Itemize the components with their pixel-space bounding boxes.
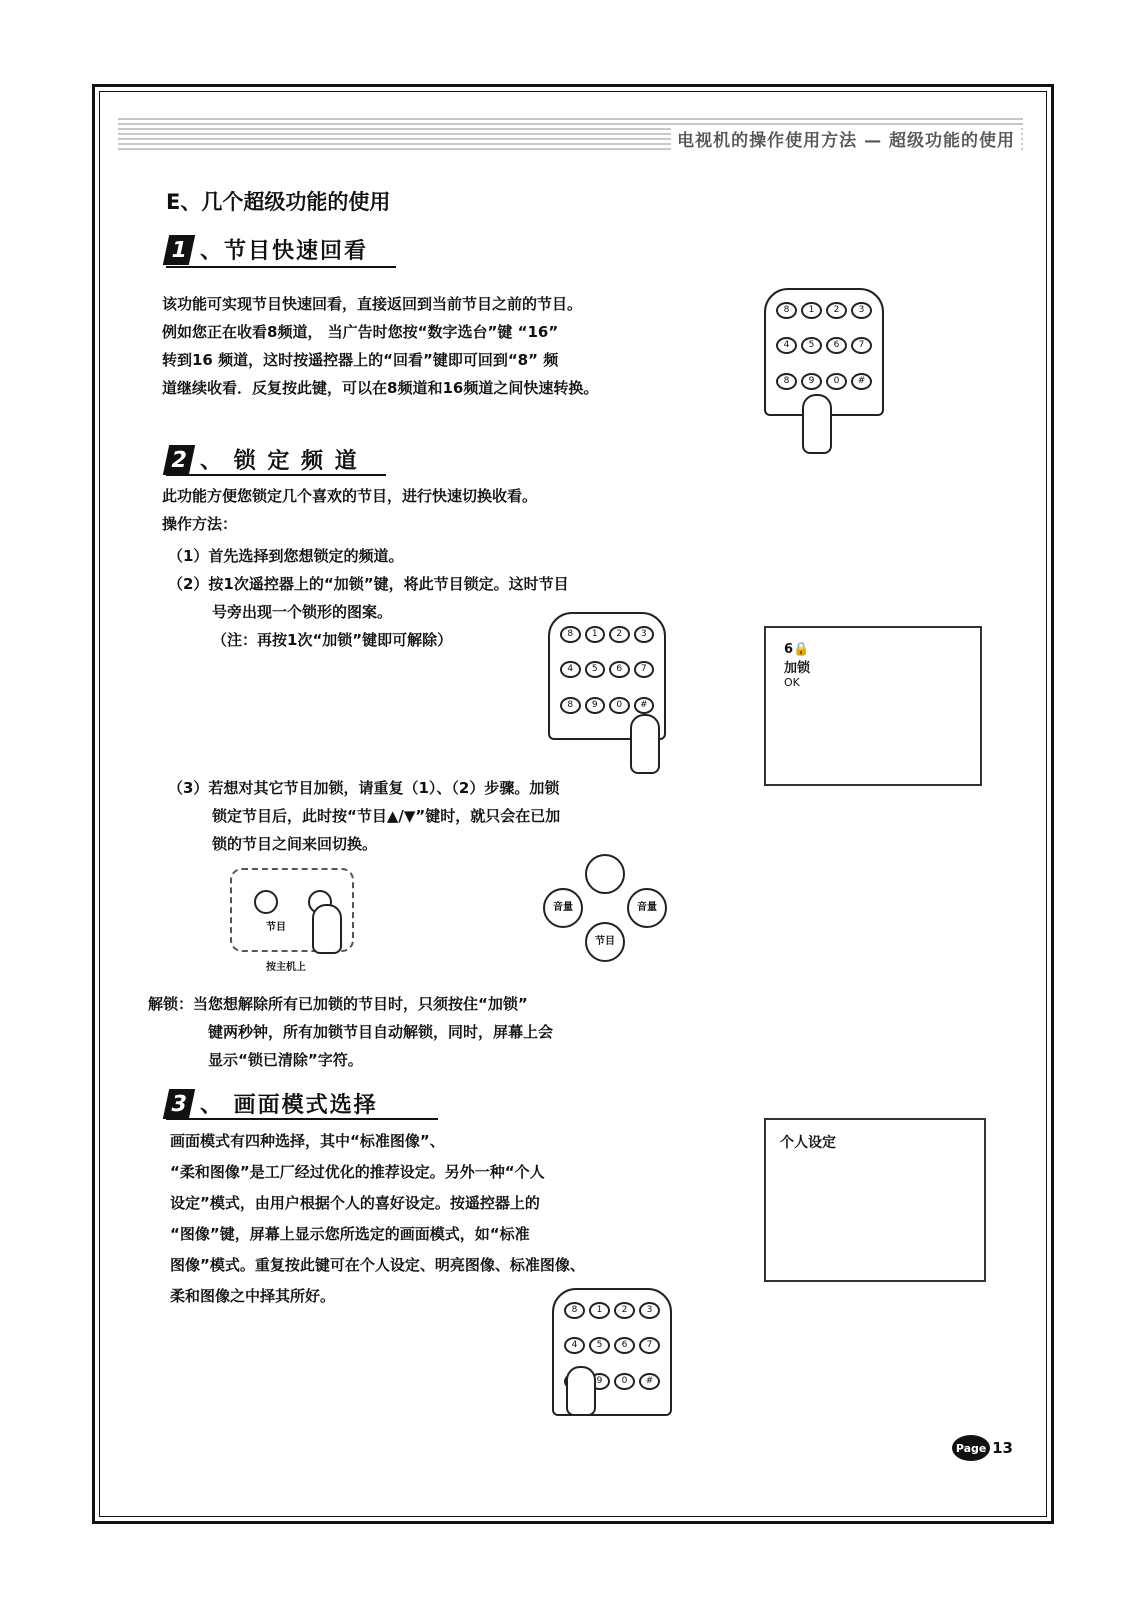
remote-key: 9 <box>801 373 822 390</box>
tv-screen-lock <box>764 626 982 786</box>
step-2: （2）按1次遥控器上的“加锁”键，将此节目锁定。这时节目 <box>168 575 569 593</box>
sub2-number: 2 <box>163 445 195 475</box>
sub2-underline <box>166 474 386 476</box>
remote-key: 7 <box>639 1337 660 1354</box>
step-1: （1）首先选择到您想锁定的频道。 <box>168 547 404 565</box>
remote-key: 5 <box>585 661 606 678</box>
remote-key: 8 <box>776 373 797 390</box>
unlock-line-3: 显示“锁已清除”字符。 <box>208 1051 363 1069</box>
screen-channel-lock: 6🔒 <box>784 642 810 657</box>
remote-key: 1 <box>589 1302 610 1319</box>
tv-screen-picture-mode <box>764 1118 986 1282</box>
step-3-cont-1: 锁定节目后，此时按“节目▲/▼”键时，就只会在已加 <box>212 807 561 825</box>
sub3-paragraph <box>170 1126 585 1312</box>
sub1-line-2: 例如您正在收看8频道， 当广告时您按“数字选台”键 “16” <box>162 323 559 341</box>
sub1-line-3: 转到16 频道，这时按遥控器上的“回看”键即可回到“8” 频 <box>162 351 559 369</box>
dpad-right: 音量 <box>627 888 667 928</box>
remote-key: 5 <box>589 1337 610 1354</box>
sub1-number: 1 <box>163 235 195 265</box>
sub1-paragraph <box>162 290 598 402</box>
sub3-line-5: 图像”模式。重复按此键可在个人设定、明亮图像、标准图像、 <box>170 1256 585 1274</box>
dpad-up <box>585 854 625 894</box>
sub2-steps <box>168 542 569 654</box>
remote-keypad <box>776 302 872 404</box>
sub2-intro-line-1: 此功能方便您锁定几个喜欢的节目，进行快速切换收看。 <box>162 487 538 505</box>
remote-key: 8 <box>564 1302 585 1319</box>
remote-key: 8 <box>560 626 581 643</box>
sub2-title: 、 锁 定 频 道 <box>200 449 359 474</box>
sub3-heading <box>166 1088 378 1119</box>
sub3-line-2: “柔和图像”是工厂经过优化的推荐设定。另外一种“个人 <box>170 1163 545 1181</box>
pointing-hand-icon <box>312 904 342 954</box>
remote-key: 2 <box>609 626 630 643</box>
dpad-left: 音量 <box>543 888 583 928</box>
remote-key: 6 <box>614 1337 635 1354</box>
remote-key: 3 <box>634 626 655 643</box>
remote-keypad <box>560 626 654 728</box>
sub3-line-3: 设定”模式，由用户根据个人的喜好设定。按遥控器上的 <box>170 1194 540 1212</box>
screen-lock-label: 加锁 <box>784 661 811 676</box>
remote-key: 2 <box>826 302 847 319</box>
remote-key: 3 <box>639 1302 660 1319</box>
remote-key: 0 <box>614 1373 635 1390</box>
remote-key: 1 <box>801 302 822 319</box>
sub1-heading <box>166 234 368 265</box>
remote-key: 0 <box>826 373 847 390</box>
sub1-line-4: 道继续收看．反复按此键，可以在8频道和16频道之间快速转换。 <box>162 379 599 397</box>
sub1-line-1: 该功能可实现节目快速回看，直接返回到当前节目之前的节目。 <box>162 295 583 313</box>
step-2-note: （注：再按1次“加锁”键即可解除） <box>212 631 453 649</box>
unlock-line-2: 键两秒钟，所有加锁节目自动解锁，同时，屏幕上会 <box>208 1023 554 1041</box>
dpad-down: 节目 <box>585 922 625 962</box>
step-2-cont: 号旁出现一个锁形的图案。 <box>212 603 393 621</box>
sub3-title: 、 画面模式选择 <box>200 1093 378 1118</box>
sub1-title: 、节目快速回看 <box>200 239 369 264</box>
remote-key: # <box>634 697 655 714</box>
remote-key: # <box>851 373 872 390</box>
remote-key: 2 <box>614 1302 635 1319</box>
panel-label: 节目 <box>266 922 286 933</box>
remote-key: 6 <box>826 337 847 354</box>
pointing-hand-icon <box>630 714 660 774</box>
remote-key: 4 <box>564 1337 585 1354</box>
remote-key: 8 <box>560 697 581 714</box>
channel-down-button <box>254 890 278 914</box>
sub2-heading <box>166 444 359 475</box>
remote-key: 6 <box>609 661 630 678</box>
screen-ok: OK <box>784 676 800 689</box>
unlock-line-1 <box>148 990 553 1018</box>
page-badge: Page <box>952 1435 990 1461</box>
remote-key: 8 <box>776 302 797 319</box>
remote-key: 9 <box>589 1373 610 1390</box>
page-number-value: 13 <box>992 1439 1013 1457</box>
section-title: E、几个超级功能的使用 <box>166 190 391 214</box>
step-3: （3）若想对其它节目加锁，请重复（1）、（2）步骤。加锁 <box>168 779 560 797</box>
sub3-number: 3 <box>163 1089 195 1119</box>
page-number <box>952 1435 1013 1461</box>
step-3-cont-2: 锁的节目之间来回切换。 <box>212 835 378 853</box>
pointing-hand-icon <box>802 394 832 454</box>
dpad-illustration <box>540 852 670 964</box>
sub3-line-1: 画面模式有四种选择，其中“标准图像”、 <box>170 1132 445 1150</box>
sub1-underline <box>166 266 396 268</box>
remote-key: # <box>639 1373 660 1390</box>
sub2-step3 <box>168 774 560 858</box>
running-header: 电视机的操作使用方法 — 超级功能的使用 <box>671 126 1021 151</box>
remote-key: 5 <box>801 337 822 354</box>
sub3-underline <box>166 1118 438 1120</box>
remote-key: 7 <box>634 661 655 678</box>
screen-mode-label: 个人设定 <box>780 1135 836 1151</box>
remote-key: 9 <box>585 697 606 714</box>
remote-key: 3 <box>851 302 872 319</box>
unlock-text-1: 当您想解除所有已加锁的节目时，只须按住“加锁” <box>193 995 528 1013</box>
sub2-intro-line-2: 操作方法： <box>162 515 238 533</box>
panel-caption: 按主机上 <box>266 962 306 973</box>
pointing-hand-icon <box>566 1366 596 1416</box>
remote-key: 1 <box>585 626 606 643</box>
sub2-intro <box>162 482 537 538</box>
remote-key: 7 <box>851 337 872 354</box>
unlock-label: 解锁： <box>148 995 194 1013</box>
sub3-line-4: “图像”键，屏幕上显示您所选定的画面模式，如“标准 <box>170 1225 530 1243</box>
remote-key: 0 <box>609 697 630 714</box>
sub3-line-6: 柔和图像之中择其所好。 <box>170 1287 336 1305</box>
remote-key: 4 <box>776 337 797 354</box>
unlock-block <box>148 990 553 1074</box>
remote-key: 4 <box>560 661 581 678</box>
